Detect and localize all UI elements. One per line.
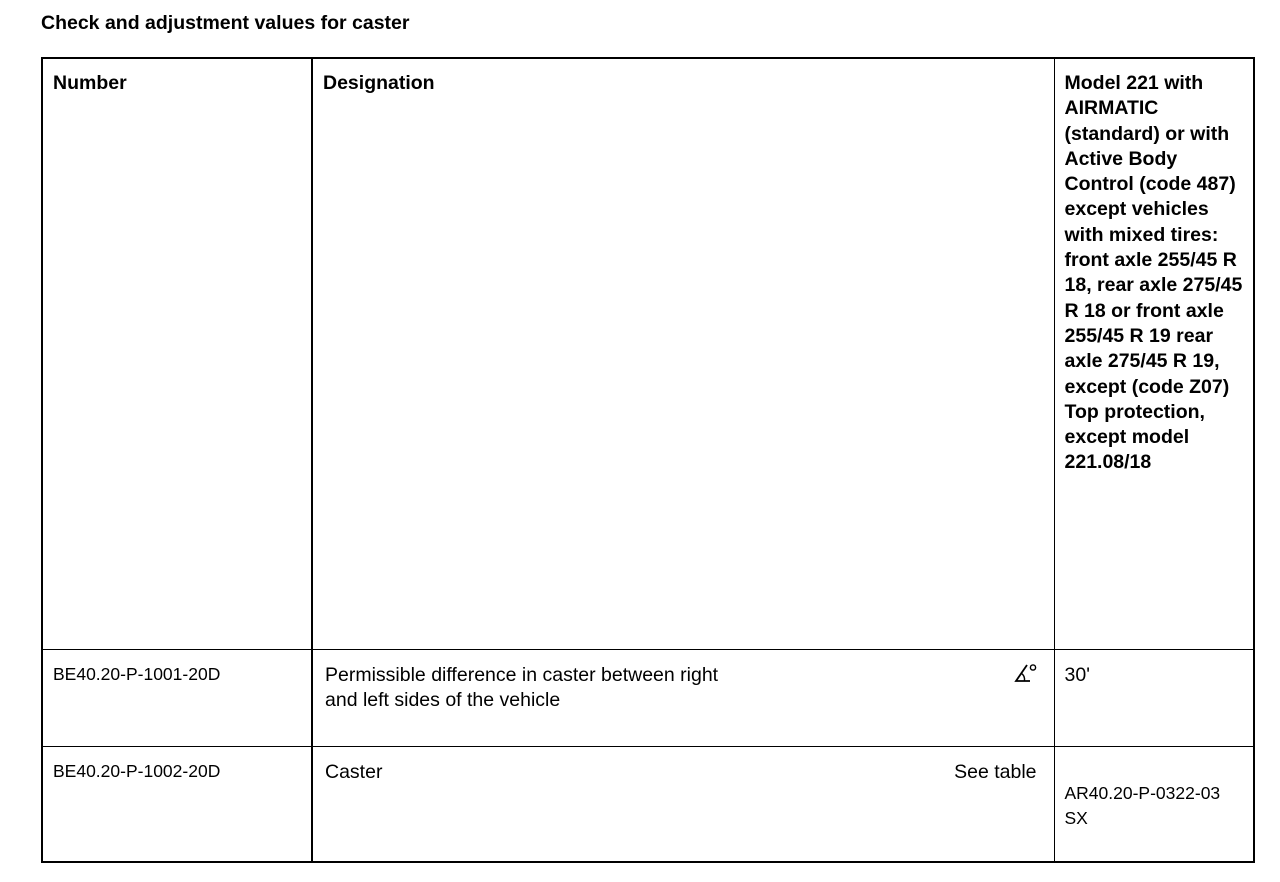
designation-cell xyxy=(312,649,1054,746)
caster-values-table xyxy=(41,57,1255,863)
number-cell xyxy=(42,649,312,746)
designation-cell xyxy=(312,746,1054,862)
header-model-cell xyxy=(1054,58,1254,649)
row-designation: Permissible difference in caster between right and left sides of the vehicle xyxy=(325,663,719,711)
table-header-row xyxy=(42,58,1254,649)
angle-icon xyxy=(1013,663,1037,685)
see-table-note: See table xyxy=(954,760,1037,783)
table-row xyxy=(42,649,1254,746)
header-designation-cell xyxy=(312,58,1054,649)
header-number-cell xyxy=(42,58,312,649)
row-value-reference: AR40.20-P-0322-03 SX xyxy=(1064,782,1221,828)
value-cell xyxy=(1054,649,1254,746)
table-row xyxy=(42,746,1254,862)
row-number: BE40.20-P-1001-20D xyxy=(53,663,221,684)
header-designation: Designation xyxy=(323,72,435,94)
header-number: Number xyxy=(53,72,127,94)
row-number: BE40.20-P-1002-20D xyxy=(53,760,221,781)
row-value: 30' xyxy=(1064,663,1090,686)
value-cell xyxy=(1054,746,1254,862)
page-title: Check and adjustment values for caster xyxy=(41,12,410,34)
row-designation: Caster xyxy=(325,760,383,783)
number-cell xyxy=(42,746,312,862)
header-model: Model 221 with AIRMATIC (standard) or with Active Body Control (code 487) except vehicles with mixed tires: front axle 255/45 R 18, rear axle 275/45 R 18 or front axle 255/45 R 19 rear axle 275/45 R 19, except (code Z07) Top protection, except model 221.08/18 xyxy=(1064,72,1243,474)
